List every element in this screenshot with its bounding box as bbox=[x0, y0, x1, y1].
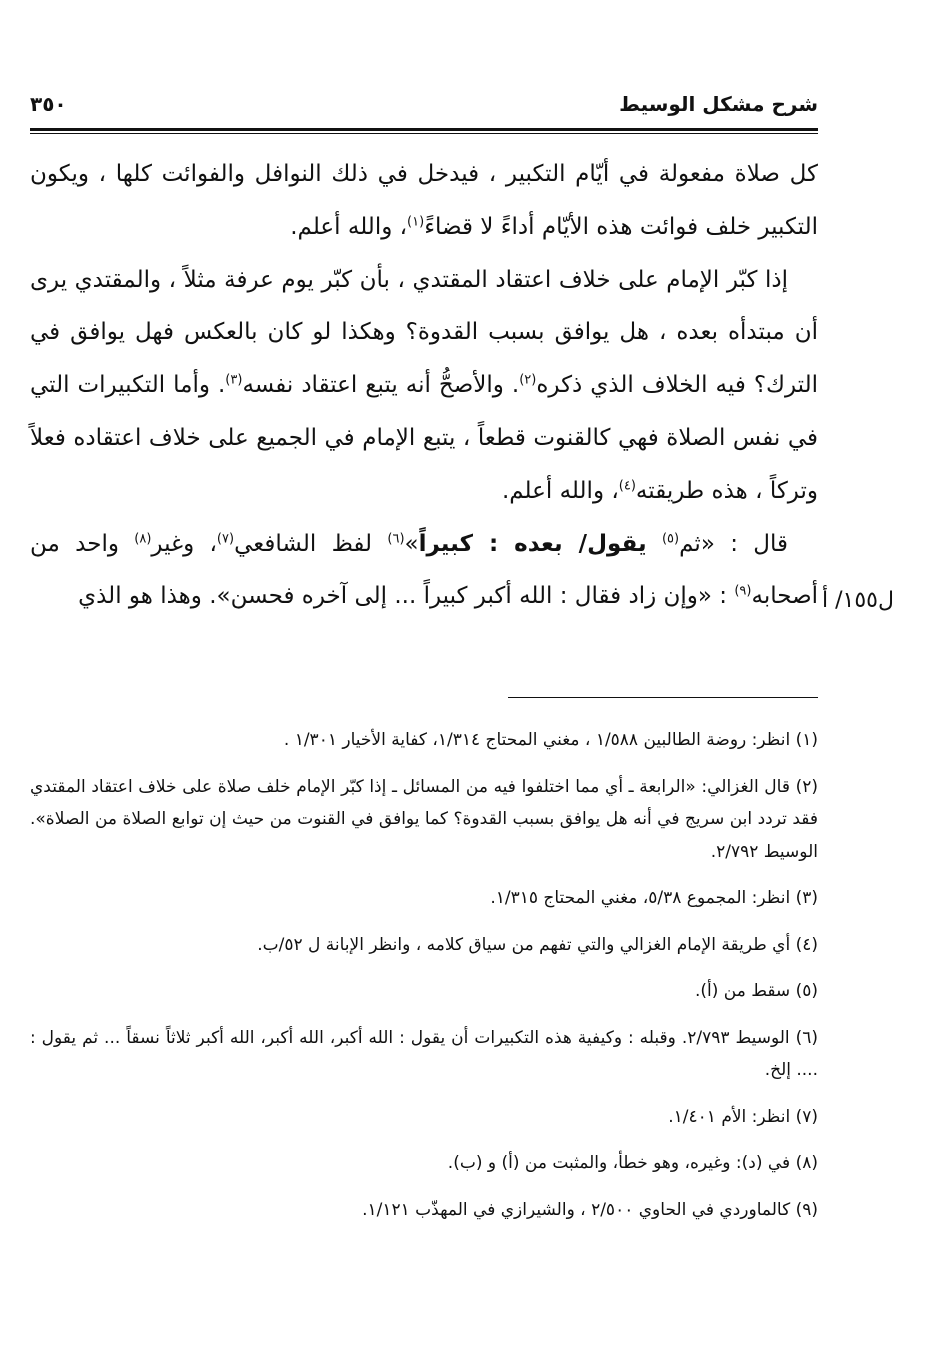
page-number: ٣٥٠ bbox=[30, 92, 67, 116]
footnotes bbox=[30, 724, 818, 1240]
footnote-4: (٤) أي طريقة الإمام الغزالي والتي تفهم من سياق كلامه ، وانظر الإبانة ل ٥٢/ب. bbox=[257, 934, 818, 955]
footnote-9: (٩) كالماوردي في الحاوي ٢/٥٠٠ ، والشيرازي في المهذّب ١/١٢١. bbox=[362, 1199, 818, 1220]
footnote-ref-2[interactable]: (٢) bbox=[519, 372, 537, 388]
footnote-ref-6[interactable]: (٦) bbox=[387, 530, 405, 546]
footnote-separator bbox=[508, 697, 818, 698]
quoted-bold-text: يقول/ بعده : كبيراً bbox=[418, 530, 647, 557]
footnote-3: (٣) انظر: المجموع ٥/٣٨، مغني المحتاج ١/٣١٥. bbox=[490, 888, 818, 908]
running-title: شرح مشكل الوسيط bbox=[619, 92, 818, 116]
header-rule-thin bbox=[30, 133, 818, 134]
footnote-ref-9[interactable]: (٩) bbox=[734, 583, 752, 599]
footnote-ref-5[interactable]: (٥) bbox=[661, 530, 680, 546]
page-header bbox=[30, 92, 818, 124]
footnote-5: (٥) سقط من (أ). bbox=[694, 981, 818, 1001]
footnote-ref-4[interactable]: (٤) bbox=[618, 478, 636, 494]
footnote-ref-7[interactable]: (٧) bbox=[216, 530, 235, 546]
manuscript-folio-note: ل١٥٥/ أ bbox=[822, 588, 894, 613]
footnote-8: (٨) في (د): وغيره، وهو خطأ، والمثبت من (أ) و (ب). bbox=[447, 1153, 818, 1173]
footnote-ref-1[interactable]: (١) bbox=[407, 214, 425, 230]
paragraph-1: كل صلاة مفعولة في أيّام التكبير ، فيدخل في ذلك النوافل والفوائت كلها ، ويكون التكبير خلف فوائت هذه الأيّام أداءً لا قضاءً$^{(١)}$، والله أعلم. bbox=[30, 161, 818, 240]
header-rule bbox=[30, 128, 818, 131]
paragraph-3: قال : «ثم$^{(٥)}$ يقول/ بعده : كبيراً»$^{(٦)}$ لفظ الشافعي$^{(٧)}$، وغير$^{(٨)}$ واحد من أصحابه$^{(٩)}$ : «وإن زاد فقال : الله أكبر كبيراً ... إلى آخره فحسن». وهذا هو الذي bbox=[30, 530, 818, 610]
main-text bbox=[30, 148, 818, 623]
paragraph-2: إذا كبّر الإمام على خلاف اعتقاد المقتدي ، بأن كبّر يوم عرفة مثلاً ، والمقتدي يرى أن مبتدأه بعده ، هل يوافق بسبب القدوة؟ وهكذا لو كان بالعكس فهل يوافق في الترك؟ فيه الخلاف الذي ذكره$^{(٢)}$. والأصحُّ أنه يتبع اعتقاد نفسه$^{(٣)}$. وأما التكبيرات التي في نفس الصلاة فهي كالقنوت قطعاً ، يتبع الإمام في الجميع على خلاف اعتقاده فعلاً وتركاً ، هذه طريقته$^{(٤)}$، والله أعلم. bbox=[30, 266, 819, 504]
footnote-2: (٢) قال الغزالي: «الرابعة ـ أي مما اختلفوا فيه من المسائل ـ إذا كبّر الإمام خلف صلاة على خلاف اعتقاد المقتدي فقد تردد ابن سريج في أنه هل يوافق بسبب القدوة؟ كما يوافق في القنوت من حيث إن توابع الصلاة من الصلاة». الوسيط ٢/٧٩٢. bbox=[30, 776, 818, 862]
footnote-ref-8[interactable]: (٨) bbox=[134, 530, 152, 546]
footnote-1: (١) انظر: روضة الطالبين ١/٥٨٨ ، مغني المحتاج ١/٣١٤، كفاية الأخيار ١/٣٠١ . bbox=[283, 730, 818, 750]
footnote-ref-3[interactable]: (٣) bbox=[225, 372, 243, 388]
footnote-7: (٧) انظر: الأم ١/٤٠١. bbox=[668, 1106, 818, 1127]
footnote-6: (٦) الوسيط ٢/٧٩٣. وقبله : وكيفية هذه التكبيرات أن يقول : الله أكبر، الله أكبر، الله أكبر ثلاثاً نسقاً ... ثم يقول : .... إلخ. bbox=[30, 1027, 818, 1080]
